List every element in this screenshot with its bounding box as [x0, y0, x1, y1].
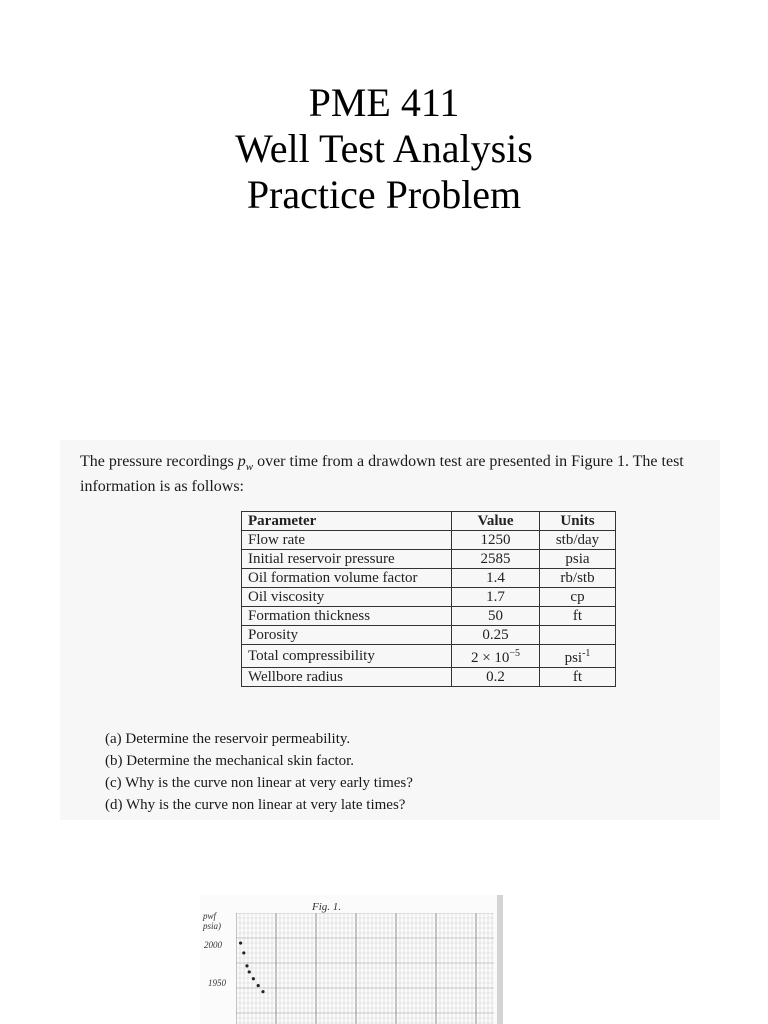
header-value: Value — [452, 512, 540, 531]
intro-text-after: over time from a drawdown test are presented in Figure 1. The test information is as follows: — [80, 453, 684, 496]
scan-edge — [497, 895, 503, 1024]
header-parameter: Parameter — [242, 512, 452, 531]
param-value: 1.4 — [452, 569, 540, 588]
param-value: 0.2 — [452, 668, 540, 687]
title-course-code: PME 411 — [308, 80, 460, 125]
figure-1-graph — [200, 895, 503, 1024]
table-row — [242, 569, 616, 588]
table-row — [242, 588, 616, 607]
param-value: 1250 — [452, 531, 540, 550]
question-b: (b) Determine the mechanical skin factor. — [105, 753, 355, 769]
figure-title: Fig. 1. — [312, 901, 342, 913]
graph-paper — [236, 913, 494, 1024]
y-tick-2000: 2000 — [204, 940, 222, 950]
question-list — [105, 728, 413, 816]
intro-text-before: The pressure recordings — [80, 453, 238, 470]
parameter-table — [241, 511, 616, 687]
title-subtitle: Practice Problem — [246, 172, 522, 217]
problem-scan — [60, 440, 720, 820]
param-name: Initial reservoir pressure — [242, 550, 452, 569]
data-point — [242, 951, 245, 954]
data-point — [257, 984, 260, 987]
param-value: 50 — [452, 607, 540, 626]
param-name: Total compressibility — [242, 645, 452, 668]
y-axis-label: pwf psia) — [203, 911, 221, 931]
table-row — [242, 645, 616, 668]
param-unit: ft — [540, 668, 616, 687]
param-unit: stb/day — [540, 531, 616, 550]
data-point — [245, 964, 248, 967]
param-unit — [540, 626, 616, 645]
data-point — [261, 990, 264, 993]
data-point — [239, 941, 242, 944]
param-name: Oil formation volume factor — [242, 569, 452, 588]
problem-intro — [80, 452, 720, 497]
question-a: (a) Determine the reservoir permeability. — [105, 731, 351, 747]
param-value: 2585 — [452, 550, 540, 569]
param-value: $2 \times 10^{-5}$ — [452, 645, 540, 668]
table-row — [242, 607, 616, 626]
param-unit: psia — [540, 550, 616, 569]
slide-title — [0, 80, 768, 218]
table-row — [242, 531, 616, 550]
param-name: Wellbore radius — [242, 668, 452, 687]
param-name: Oil viscosity — [242, 588, 452, 607]
question-c: (c) Why is the curve non linear at very early times? — [105, 775, 413, 791]
title-topic: Well Test Analysis — [235, 126, 533, 171]
grid-lines — [236, 913, 494, 1024]
pw-symbol: $p_w$ — [237, 453, 254, 474]
table-row — [242, 550, 616, 569]
param-unit: ft — [540, 607, 616, 626]
unit-exponent: -1 — [582, 648, 591, 659]
question-d: (d) Why is the curve non linear at very late times? — [105, 797, 406, 813]
y-tick-1950: 1950 — [208, 978, 226, 988]
param-unit: psi$^{-1}$ — [540, 645, 616, 668]
header-units: Units — [540, 512, 616, 531]
table-header-row — [242, 512, 616, 531]
param-value: 0.25 — [452, 626, 540, 645]
data-point — [248, 970, 251, 973]
data-point — [252, 977, 255, 980]
param-unit: cp — [540, 588, 616, 607]
table-row — [242, 626, 616, 645]
table-row — [242, 668, 616, 687]
param-name: Flow rate — [242, 531, 452, 550]
param-name: Porosity — [242, 626, 452, 645]
value-exponent: −5 — [509, 648, 521, 659]
param-name: Formation thickness — [242, 607, 452, 626]
param-value: 1.7 — [452, 588, 540, 607]
param-unit: rb/stb — [540, 569, 616, 588]
